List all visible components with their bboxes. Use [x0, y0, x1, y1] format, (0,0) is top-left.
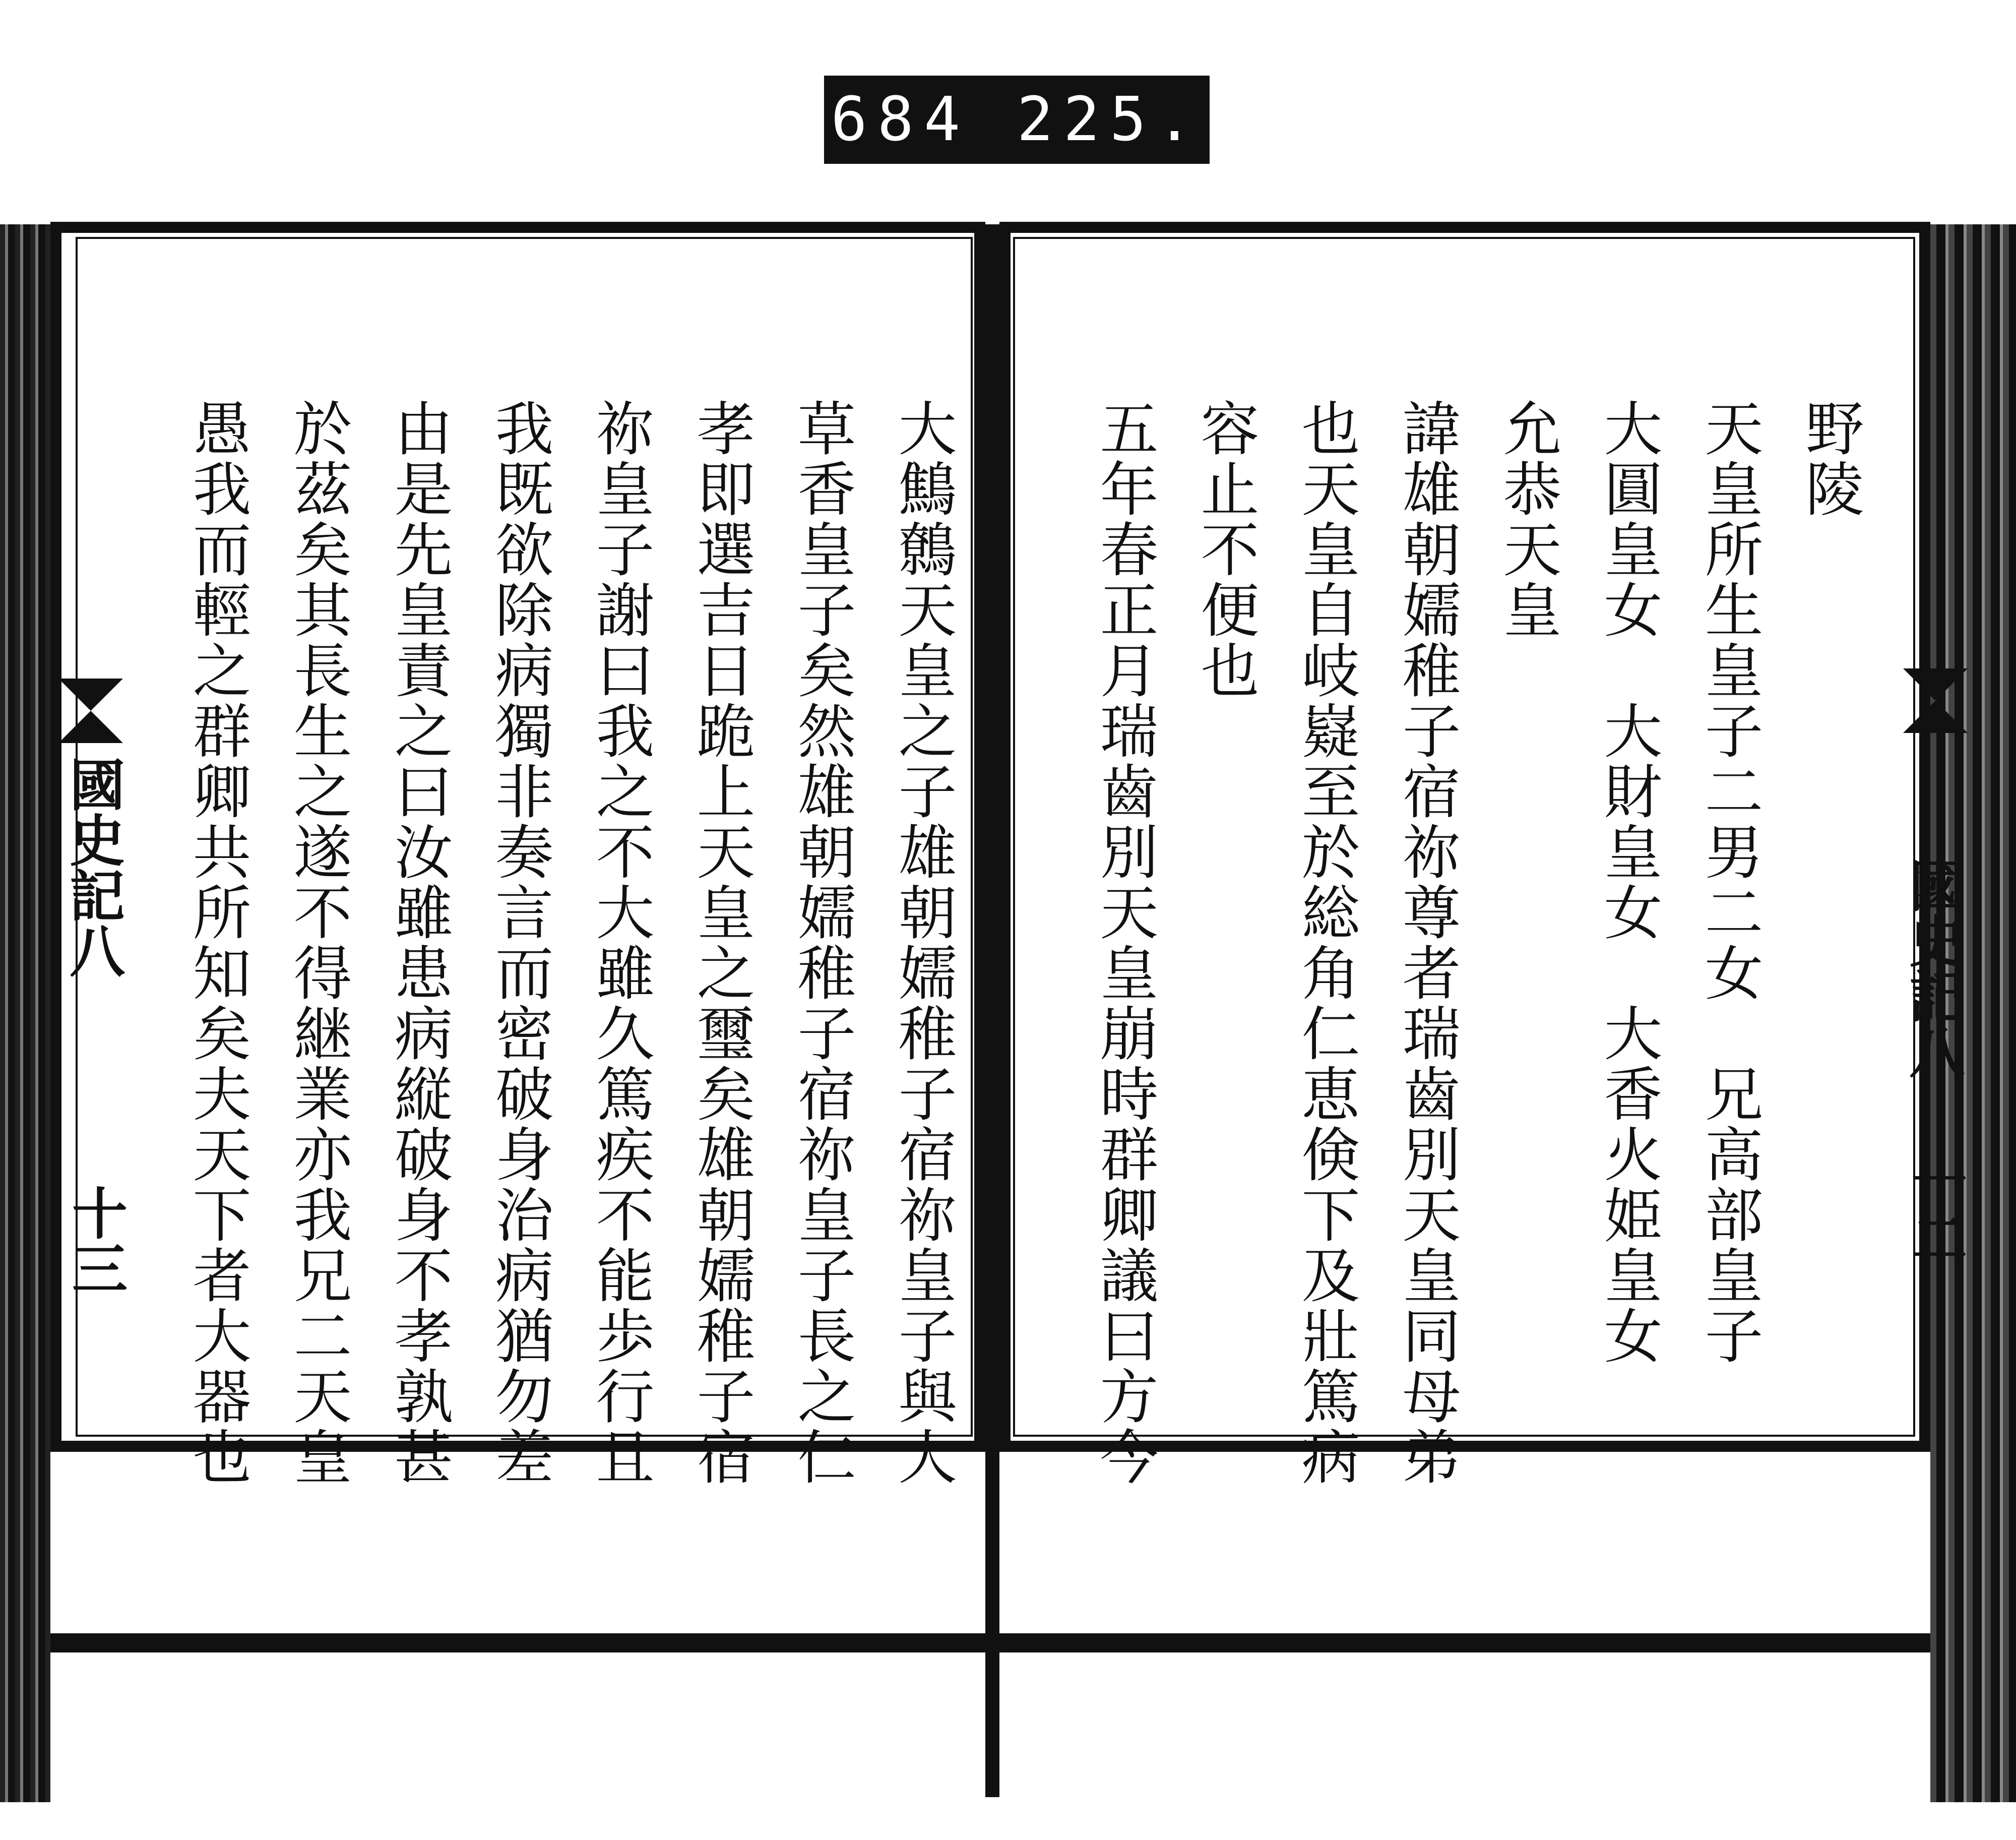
- text-column: 於茲矣其長生之遂不得継業亦我兄二天皇: [284, 398, 352, 1487]
- left-page-text: [106, 398, 973, 1487]
- text-column: 野陵: [1796, 398, 1864, 519]
- left-folio-number: 十三: [63, 1185, 128, 1296]
- text-column: 草香皇子矣然雄朝嬬稚子宿祢皇子長之仁: [788, 398, 856, 1487]
- text-column: 孝即選吉日跪上天皇之璽矣雄朝嬬稚子宿: [687, 398, 755, 1487]
- left-page-stack-edge: [0, 224, 50, 1802]
- scan-label: 684 225.: [824, 76, 1210, 164]
- text-column: 諱雄朝嬬稚子宿祢尊者瑞齒別天皇同母弟: [1393, 398, 1461, 1487]
- text-column: 五年春正月瑞齒別天皇崩時群卿議曰方今: [1090, 398, 1158, 1487]
- text-column: 大鷦鷯天皇之子雄朝嬬稚子宿祢皇子與大: [889, 398, 957, 1487]
- text-column: 天皇所生皇子二男二女 兄高部皇子: [1695, 398, 1763, 1366]
- text-column: 也天皇自岐嶷至於総角仁恵倹下及壯篤病: [1292, 398, 1360, 1487]
- left-margin-title: 國史記八: [60, 756, 125, 978]
- text-column: 容止不便也: [1191, 398, 1259, 701]
- text-column: 允恭天皇: [1493, 398, 1561, 640]
- text-column: 我既欲除病獨非奏言而密破身治病猶勿差: [485, 398, 553, 1487]
- right-margin-title: 國史記八: [1900, 857, 1965, 1079]
- text-column: 由是先皇責之曰汝雖患病縦破身不孝孰甚: [385, 398, 453, 1487]
- right-page-text: [1028, 398, 1880, 1487]
- right-folio-number: 十二: [1903, 1154, 1968, 1265]
- bottom-border: [50, 1633, 1930, 1652]
- text-column: 愚我而輕之群卿共所知矣夫天下者大器也: [183, 398, 251, 1487]
- book-spine: [985, 224, 999, 1797]
- fish-tail-ornament-icon: [1895, 660, 1976, 741]
- text-column: 祢皇子謝曰我之不大雖久篤疾不能歩行且: [586, 398, 654, 1487]
- text-column: 大圓皇女 大財皇女 大香火姫皇女: [1594, 398, 1662, 1366]
